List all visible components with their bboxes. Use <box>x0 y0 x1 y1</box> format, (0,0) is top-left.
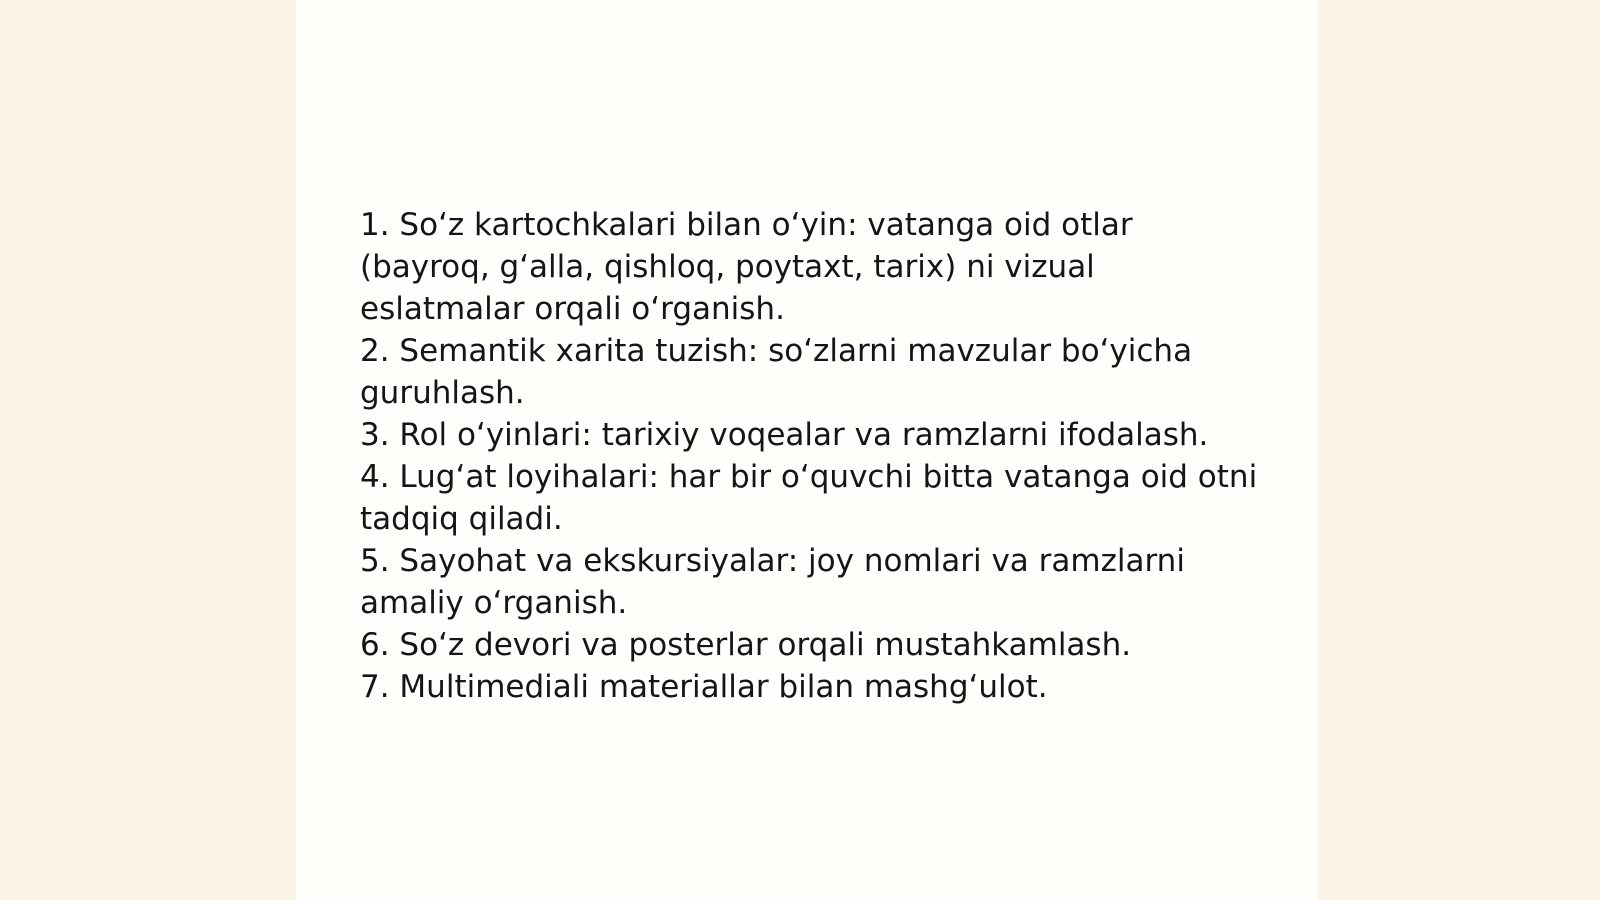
list-item: 1. So‘z kartochkalari bilan o‘yin: vatanga oid otlar (bayroq, g‘alla, qishloq, poytaxt, tarix) ni vizual eslatmalar orqali o‘rganish. <box>360 207 1133 327</box>
methods-list <box>360 204 1260 708</box>
left-margin-panel <box>0 0 296 900</box>
list-item: 5. Sayohat va ekskursiyalar: joy nomlari va ramzlarni amaliy o‘rganish. <box>360 543 1185 621</box>
list-item: 2. Semantik xarita tuzish: so‘zlarni mavzular bo‘yicha guruhlash. <box>360 333 1193 411</box>
right-margin-panel <box>1318 0 1600 900</box>
list-item: 3. Rol o‘yinlari: tarixiy voqealar va ramzlarni ifodalash. <box>360 417 1209 453</box>
slide-canvas <box>296 0 1318 900</box>
list-item: 6. So‘z devori va posterlar orqali mustahkamlash. <box>360 627 1132 663</box>
list-item: 4. Lug‘at loyihalari: har bir o‘quvchi bitta vatanga oid otni tadqiq qiladi. <box>360 459 1258 537</box>
list-item: 7. Multimediali materiallar bilan mashg‘ulot. <box>360 669 1048 705</box>
